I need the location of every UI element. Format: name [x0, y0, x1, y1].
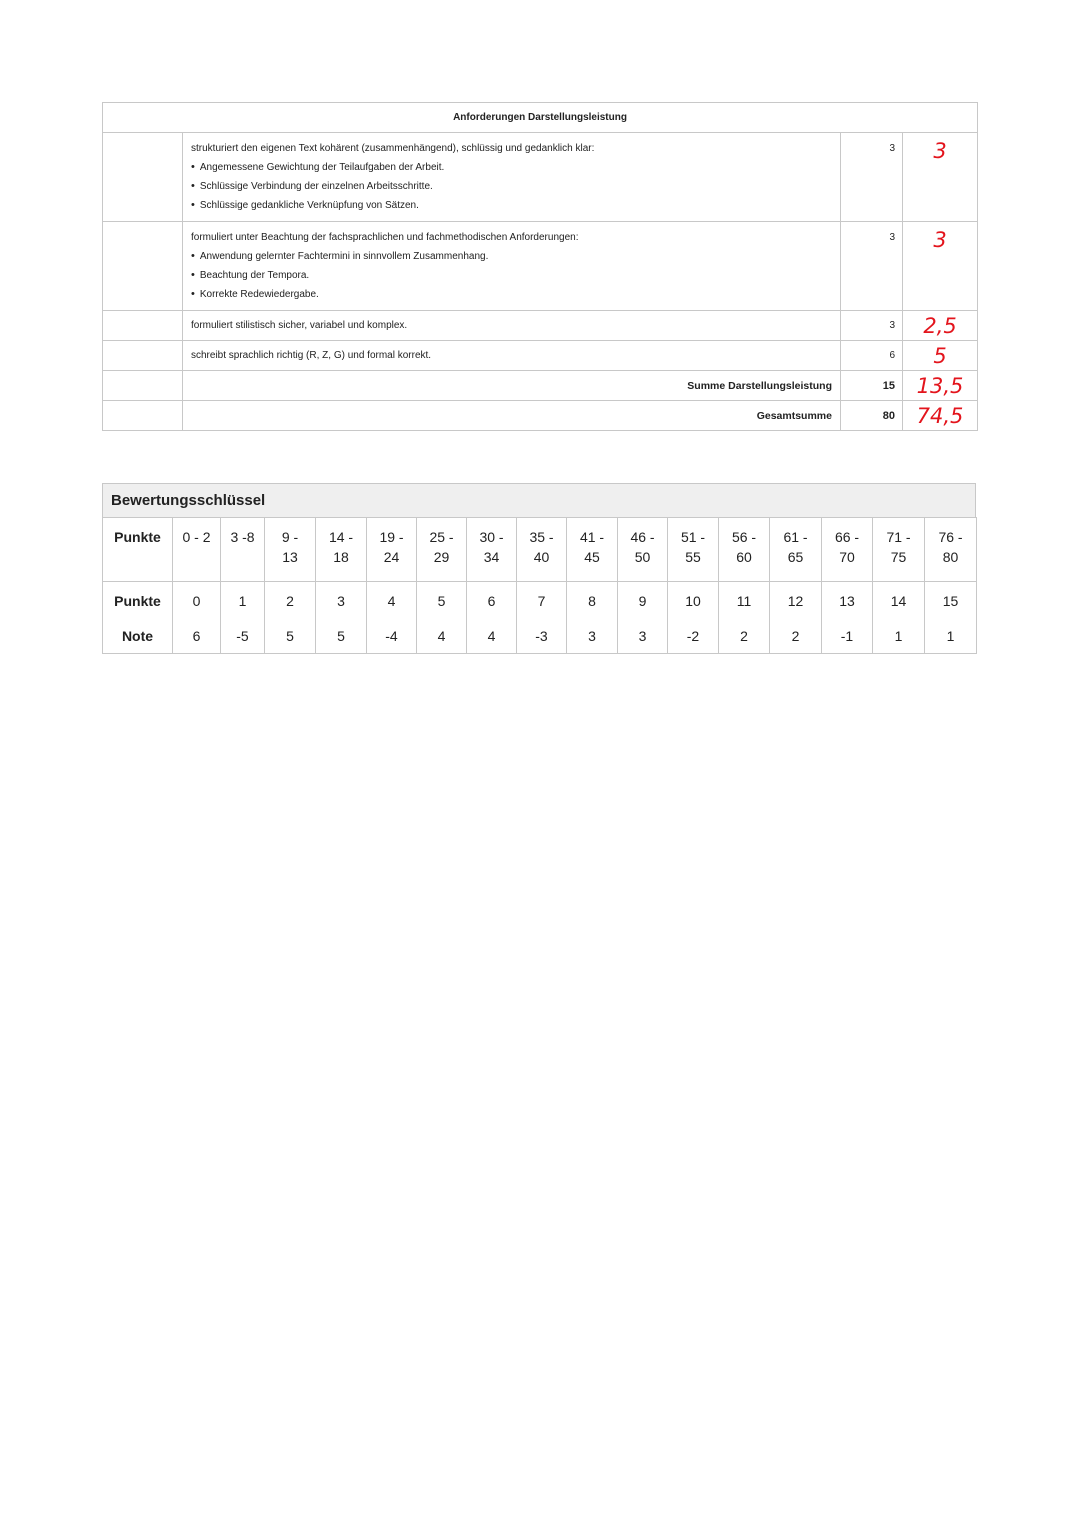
range-end: 75	[890, 549, 907, 565]
range-start: 61 -	[783, 529, 808, 545]
range-end: 50	[634, 549, 651, 565]
range-start: 76 -	[938, 529, 963, 545]
range-start: 3 -8	[230, 529, 255, 545]
range-start: 41 -	[579, 529, 605, 545]
points-range-cell	[925, 518, 977, 582]
points-value-cell: 12	[770, 582, 822, 620]
grade-value-cell: 5	[316, 619, 367, 654]
points-range-cell	[316, 518, 367, 582]
range-end: 45	[584, 549, 600, 565]
points-value-cell: 14	[873, 582, 925, 620]
points-range-cell	[367, 518, 417, 582]
bewertungsschluessel	[102, 483, 976, 654]
empty-cell	[103, 401, 183, 431]
empty-cell	[103, 133, 183, 222]
empty-cell	[103, 222, 183, 311]
points-range-cell	[221, 518, 265, 582]
bullet-item: • Schlüssige Verbindung der einzelnen Arbeitsschritte.	[191, 177, 832, 196]
sum-achieved-handwritten: 13,5	[903, 371, 978, 401]
grade-value-cell: -5	[221, 619, 265, 654]
points-range-cell	[265, 518, 316, 582]
points-range-cell	[517, 518, 567, 582]
grade-value-cell: -4	[367, 619, 417, 654]
points-value-cell: 6	[467, 582, 517, 620]
grade-value-cell: 3	[567, 619, 618, 654]
range-end: 13	[282, 549, 298, 565]
grade-value-cell: 1	[925, 619, 977, 654]
points-value-cell: 13	[822, 582, 873, 620]
max-points: 3	[841, 222, 903, 311]
grade-value-cell: -1	[822, 619, 873, 654]
grading-key-table	[102, 517, 977, 654]
range-end: 24	[383, 549, 400, 565]
range-end: 60	[736, 549, 752, 565]
grade-value-cell: 4	[417, 619, 467, 654]
criterion-bullets	[191, 158, 832, 215]
points-range-cell	[567, 518, 618, 582]
row-label-punkte: Punkte	[103, 518, 173, 582]
range-end: 18	[333, 549, 349, 565]
total-achieved-handwritten: 74,5	[903, 401, 978, 431]
empty-cell	[103, 341, 183, 371]
points-range-cell	[417, 518, 467, 582]
criterion-bullets	[191, 247, 832, 304]
points-value-cell: 4	[367, 582, 417, 620]
criterion-cell	[183, 133, 841, 222]
bullet-item: • Anwendung gelernter Fachtermini in sinnvollem Zusammenhang.	[191, 247, 832, 266]
points-value-cell: 15	[925, 582, 977, 620]
range-start: 51 -	[680, 529, 706, 545]
range-end: 70	[839, 549, 855, 565]
range-end: 80	[942, 549, 959, 565]
total-max-points: 80	[841, 401, 903, 431]
range-start: 35 -	[529, 529, 554, 545]
points-range-cell	[618, 518, 668, 582]
row-label-punkte: Punkte	[103, 582, 173, 620]
range-start: 30 -	[479, 529, 504, 545]
range-start: 19 -	[379, 529, 404, 545]
max-points: 6	[841, 341, 903, 371]
empty-cell	[103, 371, 183, 401]
bullet-item: • Angemessene Gewichtung der Teilaufgaben der Arbeit.	[191, 158, 832, 177]
points-value-cell: 0	[173, 582, 221, 620]
sum-max-points: 15	[841, 371, 903, 401]
points-value-cell: 7	[517, 582, 567, 620]
criterion-cell: formuliert stilistisch sicher, variabel und komplex.	[183, 311, 841, 341]
total-label: Gesamtsumme	[183, 401, 841, 431]
points-value-cell: 1	[221, 582, 265, 620]
sum-label: Summe Darstellungsleistung	[183, 371, 841, 401]
range-start: 14 -	[328, 529, 354, 545]
points-value-cell: 10	[668, 582, 719, 620]
table-title: Anforderungen Darstellungsleistung	[103, 103, 978, 133]
points-range-cell	[467, 518, 517, 582]
grade-value-cell: 6	[173, 619, 221, 654]
grade-value-cell: 1	[873, 619, 925, 654]
criterion-lead: strukturiert den eigenen Text kohärent (zusammenhängend), schlüssig und gedanklich klar:	[191, 143, 595, 154]
bullet-item: • Korrekte Redewiedergabe.	[191, 285, 832, 304]
bullet-item: • Beachtung der Tempora.	[191, 266, 832, 285]
points-value-cell: 11	[719, 582, 770, 620]
criterion-lead: formuliert unter Beachtung der fachsprachlichen und fachmethodischen Anforderungen:	[191, 232, 579, 243]
range-start: 66 -	[834, 529, 860, 545]
darstellungsleistung-table	[102, 102, 978, 431]
range-start: 25 -	[429, 529, 454, 545]
bullet-item: • Schlüssige gedankliche Verknüpfung von Sätzen.	[191, 196, 832, 215]
grade-value-cell: 2	[719, 619, 770, 654]
key-title: Bewertungsschlüssel	[102, 483, 976, 517]
points-value-cell: 2	[265, 582, 316, 620]
points-value-cell: 3	[316, 582, 367, 620]
range-end: 34	[483, 549, 500, 565]
max-points: 3	[841, 133, 903, 222]
range-start: 0 - 2	[182, 529, 211, 545]
range-end: 40	[533, 549, 550, 565]
points-range-cell	[770, 518, 822, 582]
points-value-cell: 9	[618, 582, 668, 620]
points-range-cell	[668, 518, 719, 582]
criterion-cell	[183, 222, 841, 311]
grade-value-cell: 2	[770, 619, 822, 654]
grade-value-cell: -3	[517, 619, 567, 654]
points-value-cell: 5	[417, 582, 467, 620]
grade-value-cell: 5	[265, 619, 316, 654]
points-range-cell	[873, 518, 925, 582]
achieved-points-handwritten: 3	[903, 222, 978, 311]
points-value-cell: 8	[567, 582, 618, 620]
range-end: 65	[787, 549, 804, 565]
range-start: 56 -	[731, 529, 757, 545]
max-points: 3	[841, 311, 903, 341]
points-range-cell	[822, 518, 873, 582]
grade-value-cell: -2	[668, 619, 719, 654]
range-start: 71 -	[886, 529, 911, 545]
range-end: 55	[685, 549, 701, 565]
range-end: 29	[433, 549, 450, 565]
grade-value-cell: 4	[467, 619, 517, 654]
grade-value-cell: 3	[618, 619, 668, 654]
criterion-cell: schreibt sprachlich richtig (R, Z, G) und formal korrekt.	[183, 341, 841, 371]
points-range-cell	[719, 518, 770, 582]
row-label-note: Note	[103, 619, 173, 654]
achieved-points-handwritten: 2,5	[903, 311, 978, 341]
points-range-cell	[173, 518, 221, 582]
achieved-points-handwritten: 3	[903, 133, 978, 222]
range-start: 9 -	[281, 529, 299, 545]
achieved-points-handwritten: 5	[903, 341, 978, 371]
empty-cell	[103, 311, 183, 341]
range-start: 46 -	[630, 529, 655, 545]
